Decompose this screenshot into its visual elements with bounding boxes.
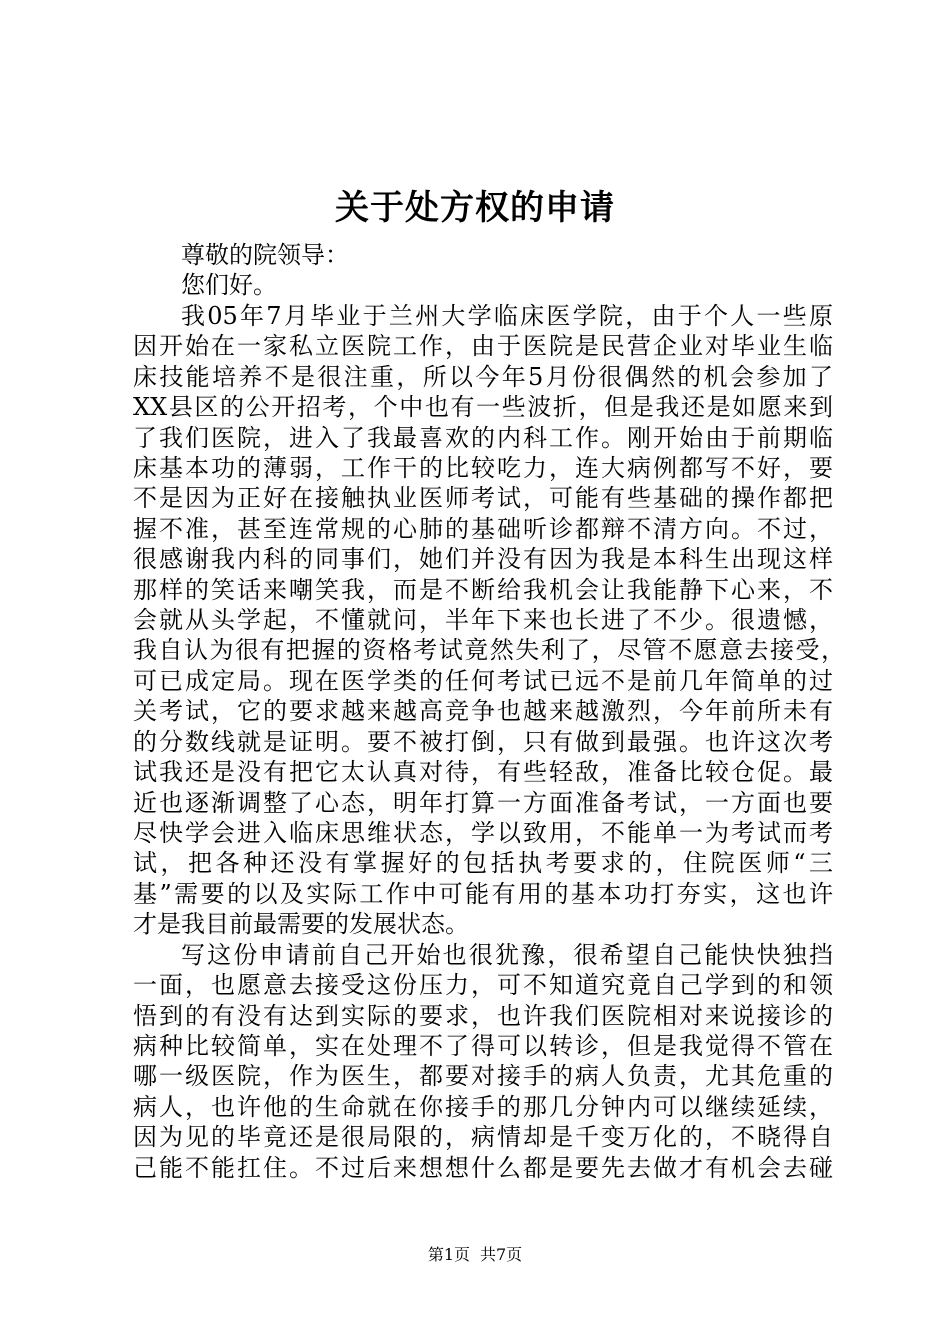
greeting: 您们好。 bbox=[181, 271, 277, 300]
body-line: 床基本功的薄弱，工作干的比较吃力，连大病例都写不好，要 bbox=[133, 453, 833, 482]
document-body bbox=[133, 240, 845, 1183]
body-line: XX县区的公开招考，个中也有一些波折，但是我还是如愿来到 bbox=[133, 393, 833, 422]
body-line: 写这份申请前自己开始也很犹豫，很希望自己能快快独挡 bbox=[181, 940, 833, 969]
body-line: 那样的笑话来嘲笑我，而是不断给我机会让我能静下心来，不 bbox=[133, 575, 833, 604]
body-line: 一面，也愿意去接受这份压力，可不知道究竟自己学到的和领 bbox=[133, 971, 833, 1000]
body-line: 很感谢我内科的同事们，她们并没有因为我是本科生出现这样 bbox=[133, 545, 833, 574]
body-line: 不是因为正好在接触执业医师考试，可能有些基础的操作都把 bbox=[133, 484, 833, 513]
body-line: 试我还是没有把它太认真对待，有些轻敌，准备比较仓促。最 bbox=[133, 758, 833, 787]
body-line: 才是我目前最需要的发展状态。 bbox=[133, 910, 469, 939]
body-line: 因为见的毕竟还是很局限的，病情却是千变万化的，不晓得自 bbox=[133, 1123, 833, 1152]
body-line: 的分数线就是证明。要不被打倒，只有做到最强。也许这次考 bbox=[133, 727, 833, 756]
body-line: 病人，也许他的生命就在你接手的那几分钟内可以继续延续， bbox=[133, 1092, 833, 1121]
body-line: 尽快学会进入临床思维状态，学以致用，不能单一为考试而考 bbox=[133, 819, 833, 848]
body-line: 己能不能扛住。不过后来想想什么都是要先去做才有机会去碰 bbox=[133, 1153, 833, 1182]
body-line: 病种比较简单，实在处理不了得可以转诊，但是我觉得不管在 bbox=[133, 1031, 833, 1060]
paragraph bbox=[133, 940, 833, 1183]
body-line: 可已成定局。现在医学类的任何考试已远不是前几年简单的过 bbox=[133, 666, 833, 695]
body-line: 我05年7月毕业于兰州大学临床医学院，由于个人一些原 bbox=[181, 301, 833, 330]
body-line: 了我们医院，进入了我最喜欢的内科工作。刚开始由于前期临 bbox=[133, 423, 833, 452]
body-line: 因开始在一家私立医院工作，由于医院是民营企业对毕业生临 bbox=[133, 332, 833, 361]
body-line: 床技能培养不是很注重，所以今年5月份很偶然的机会参加了 bbox=[133, 362, 833, 391]
body-line: 基”需要的以及实际工作中可能有用的基本功打夯实，这也许 bbox=[133, 879, 833, 908]
document-title: 关于处方权的申请 bbox=[335, 188, 615, 228]
body-line: 会就从头学起，不懂就问，半年下来也长进了不少。很遗憾， bbox=[133, 606, 833, 635]
page-number: 第1页 bbox=[427, 1245, 470, 1264]
salutation: 尊敬的院领导： bbox=[181, 241, 349, 269]
paragraph bbox=[133, 301, 845, 940]
body-line: 哪一级医院，作为医生，都要对接手的病人负责，尤其危重的 bbox=[133, 1062, 833, 1091]
body-line: 握不准，甚至连常规的心肺的基础听诊都辩不清方向。不过， bbox=[133, 514, 833, 543]
body-line: 悟到的有没有达到实际的要求，也许我们医院相对来说接诊的 bbox=[133, 1001, 833, 1030]
page-footer bbox=[0, 1245, 950, 1265]
body-line: 近也逐渐调整了心态，明年打算一方面准备考试，一方面也要 bbox=[133, 788, 833, 817]
body-line: 试，把各种还没有掌握好的包括执考要求的，住院医师“三 bbox=[133, 849, 833, 878]
body-line: 我自认为很有把握的资格考试竟然失利了，尽管不愿意去接受， bbox=[133, 636, 845, 665]
page-total: 共7页 bbox=[480, 1245, 523, 1264]
body-line: 关考试，它的要求越来越高竞争也越来越激烈，今年前所未有 bbox=[133, 697, 833, 726]
